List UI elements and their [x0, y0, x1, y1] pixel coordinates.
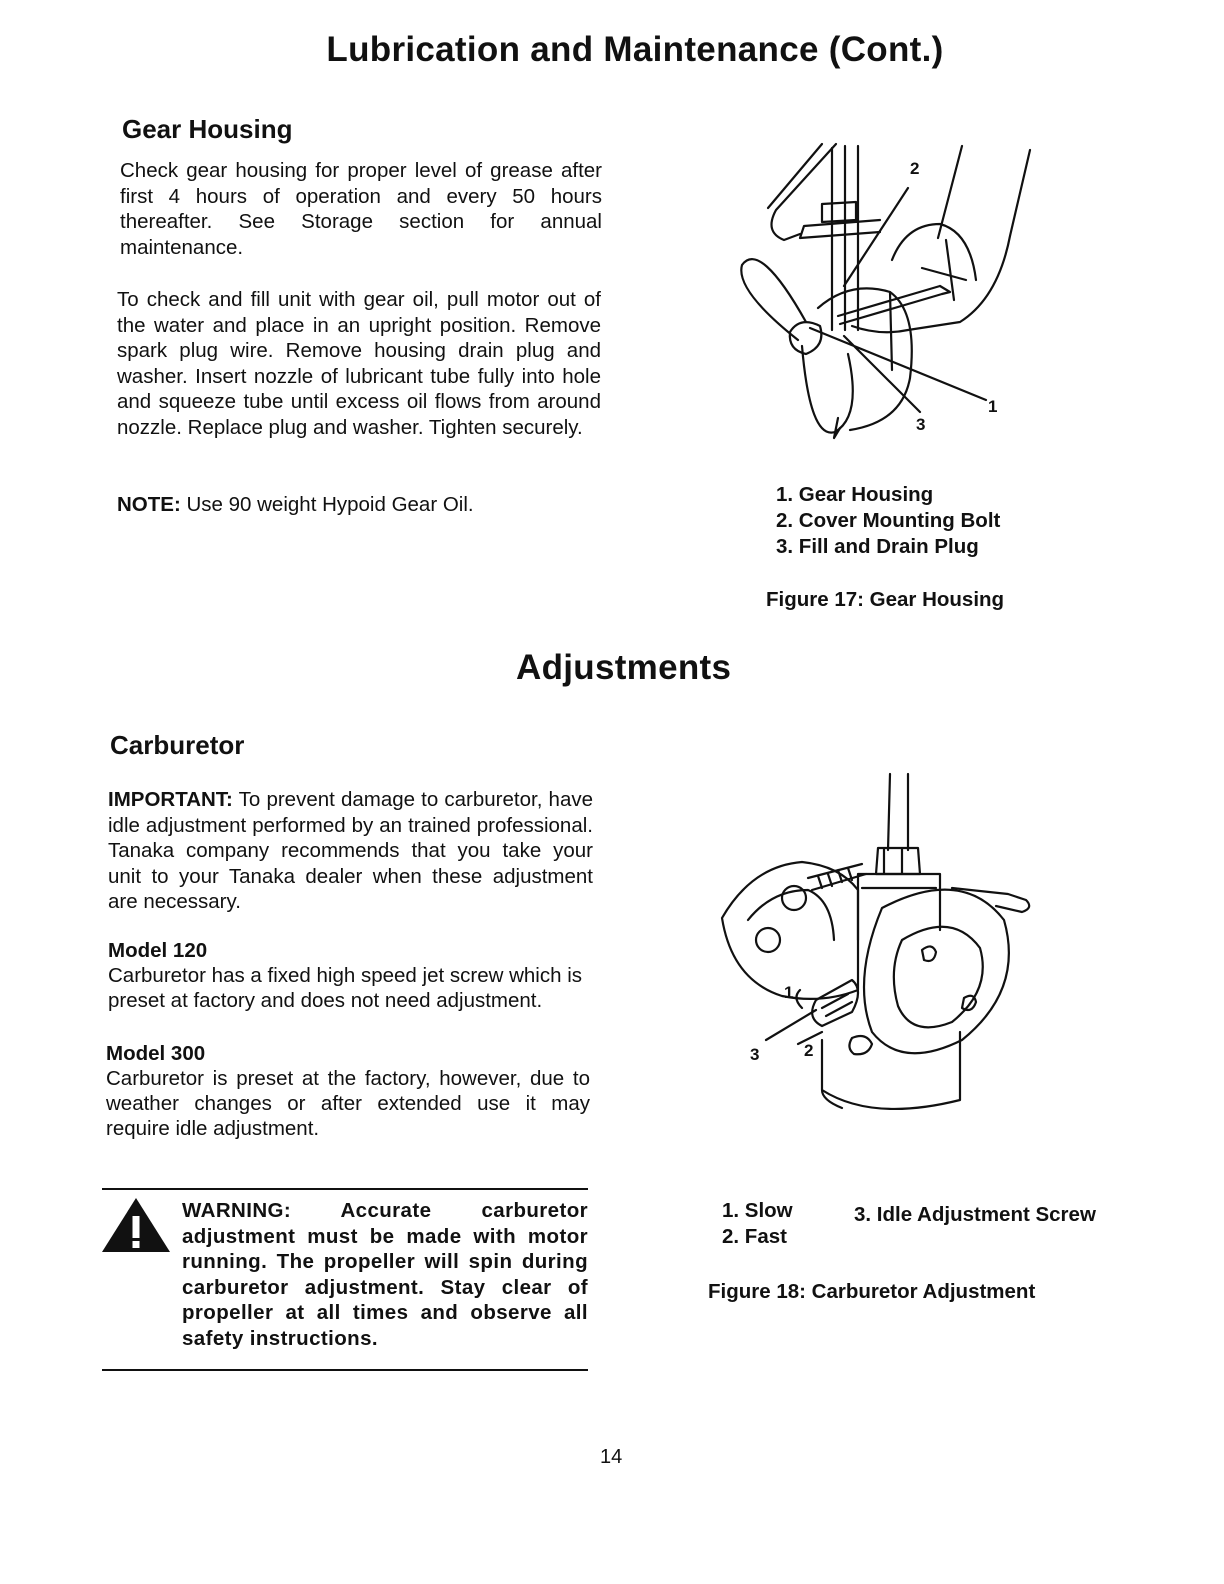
page-title: Lubrication and Maintenance (Cont.)	[326, 30, 944, 69]
model-120-text: Carburetor has a fixed high speed jet screw which is preset at factory and does not need adjustment.	[108, 964, 583, 1012]
carburetor-important	[108, 787, 593, 915]
legend-item: 2. Cover Mounting Bolt	[776, 509, 1001, 532]
warning-bottom-rule	[102, 1369, 588, 1371]
note-label: NOTE:	[117, 493, 181, 516]
important-label: IMPORTANT:	[108, 788, 233, 811]
gear-housing-paragraph-1: Check gear housing for proper level of grease after first 4 hours of operation and every 50 hours thereafter. See Storage section for annual maintenance.	[120, 159, 602, 259]
model-300-heading: Model 300	[106, 1042, 206, 1065]
fig17-callout-1: 1	[988, 397, 998, 416]
legend-item: 1. Slow	[722, 1199, 793, 1222]
carburetor-illustration	[712, 770, 1032, 1140]
fig17-callout-3: 3	[916, 415, 926, 434]
fig18-callout-1: 1	[784, 983, 794, 1002]
warning-text: WARNING: Accurate carburetor adjustment must be made with motor running. The propeller will spin during carburetor adjustment. Stay clear of propeller at all times and observe all safety instructions.	[182, 1199, 588, 1350]
page-number: 14	[600, 1446, 623, 1468]
warning-top-rule	[102, 1188, 588, 1190]
figure17-legend	[776, 482, 1000, 560]
warning-triangle-icon	[100, 1196, 172, 1254]
figure18-caption: Figure 18: Carburetor Adjustment	[708, 1280, 1036, 1303]
model-120-block	[108, 938, 594, 1013]
adjustments-title: Adjustments	[516, 648, 732, 687]
legend-item: 2. Fast	[722, 1225, 787, 1248]
legend-item: 1. Gear Housing	[776, 483, 934, 506]
fig17-callout-2: 2	[910, 159, 920, 178]
fig18-callout-3: 3	[750, 1045, 760, 1064]
model-300-text: Carburetor is preset at the factory, however, due to weather changes or after extended use it may require idle adjustment.	[106, 1067, 590, 1140]
figure18-legend-left	[722, 1198, 793, 1250]
fig18-callout-2: 2	[804, 1041, 814, 1060]
model-300-block	[106, 1041, 590, 1141]
legend-item: 3. Fill and Drain Plug	[776, 535, 979, 558]
model-120-heading: Model 120	[108, 939, 208, 962]
important-text: To prevent damage to carburetor, have idle adjustment performed by an trained professional. Tanaka company recommends that you take your unit to your Tanaka dealer when these adjustment are necessary.	[108, 788, 593, 913]
note-text: Use 90 weight Hypoid Gear Oil.	[180, 493, 474, 516]
carburetor-heading: Carburetor	[110, 730, 245, 760]
figure18-legend-right	[854, 1202, 1096, 1228]
figure17-caption: Figure 17: Gear Housing	[766, 588, 1005, 611]
gear-housing-heading: Gear Housing	[122, 114, 293, 144]
legend-item: 3. Idle Adjustment Screw	[854, 1203, 1096, 1226]
gear-housing-illustration	[740, 140, 1040, 470]
gear-housing-paragraph-2: To check and fill unit with gear oil, pull motor out of the water and place in an upright position. Remove spark plug wire. Remove housing drain plug and washer. Insert nozzle of lubricant tube fully into hole and squeeze tube until excess oil flows from around nozzle. Replace plug and washer. Tighten securely.	[117, 288, 601, 439]
gear-oil-note	[117, 492, 601, 518]
